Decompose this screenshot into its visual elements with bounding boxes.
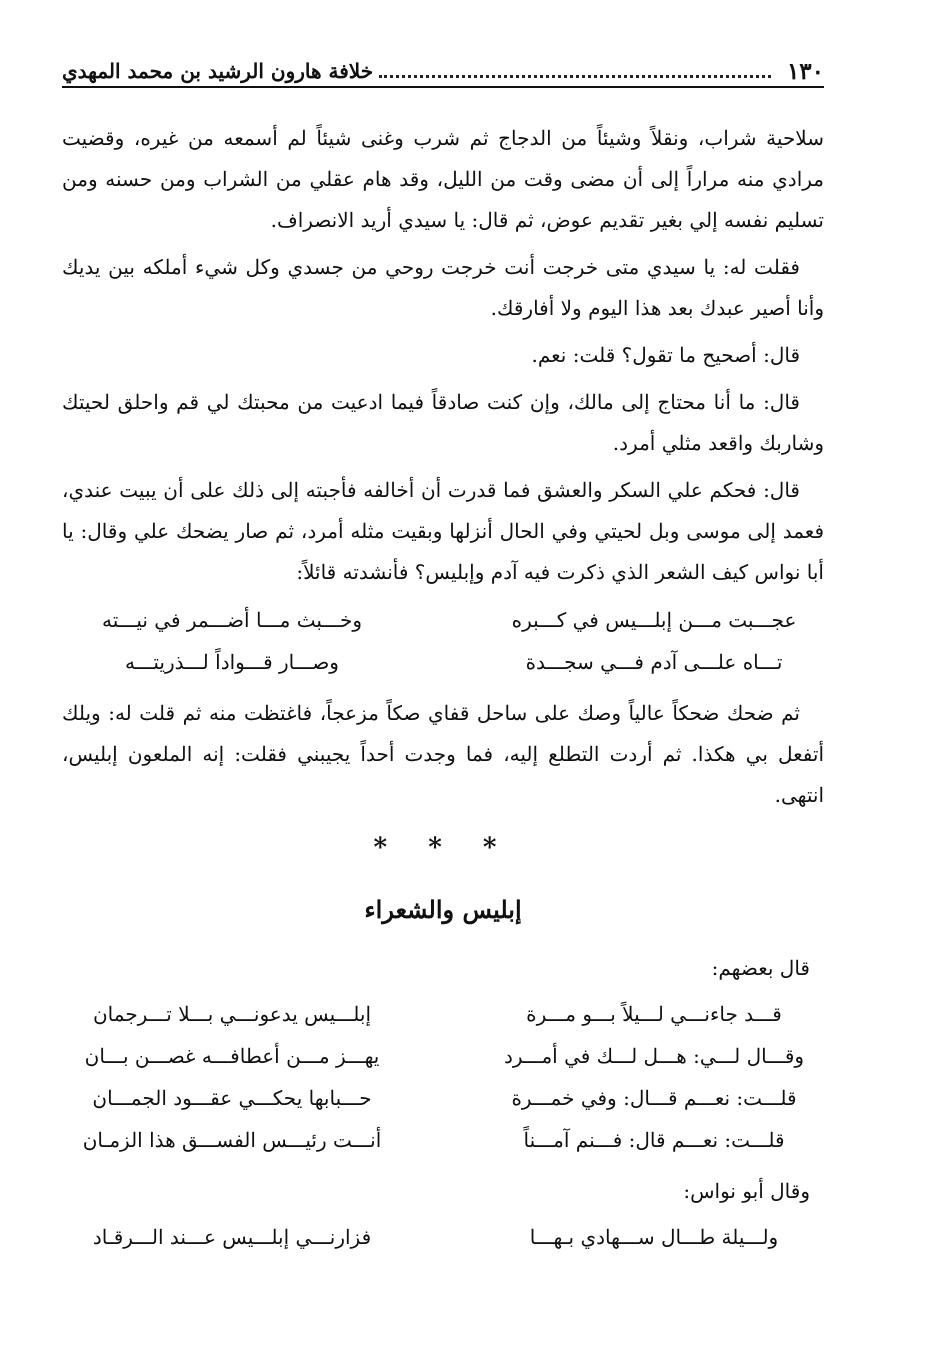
verse-second-hemistich: أنـــت رئيـــس الفســـق هذا الزمـان bbox=[82, 1128, 382, 1152]
poem-intro: قال بعضهم: bbox=[711, 956, 810, 980]
paragraph: قال: أصحيح ما تقول؟ قلت: نعم. bbox=[531, 343, 800, 367]
verse-first-hemistich: قـــد جاءنـــي لـــيلاً بـــو مـــرة bbox=[526, 1002, 782, 1026]
verse-line bbox=[62, 641, 824, 683]
paragraph: قال: فحكم علي السكر والعشق فما قدرت أن أخالفه فأجبته إلى ذلك على أن يبيت عندي، فعمد إلى موسى وبل لحيتي وفي الحال أنزلها وبقيت مثله أمرد، ثم صار يضحك علي وقال: يا أبا نواس كيف الشعر الذي ذكرت فيه آدم وإبليس؟ فأنشدته قائلاً: bbox=[62, 478, 824, 584]
verse-second-hemistich: فزارنـــي إبلـــيس عـــند الـــرقـاد bbox=[92, 1225, 372, 1249]
verse-first-hemistich: تـــاه علـــى آدم فـــي سجـــدة bbox=[525, 650, 783, 674]
verse-first-hemistich: قلـــت: نعـــم قال: فـــنم آمـــناً bbox=[523, 1128, 785, 1152]
verse-first-hemistich: ولـــيلة طـــال ســـهادي بـهـــا bbox=[529, 1225, 779, 1249]
section-separator: * * * bbox=[373, 833, 513, 863]
poem-intro: وقال أبو نواس: bbox=[683, 1179, 810, 1203]
poem-block bbox=[62, 1216, 824, 1258]
paragraph: فقلت له: يا سيدي متى خرجت أنت خرجت روحي من جسدي وكل شيء أملكه بين يديك وأنا أصير عبدك بعد هذا اليوم ولا أفارقك. bbox=[62, 255, 824, 320]
verse-second-hemistich: وصـــار قـــواداً لـــذريتـــه bbox=[125, 650, 339, 674]
verse-line bbox=[62, 993, 824, 1035]
verse-line bbox=[62, 1119, 824, 1161]
paragraph: سلاحية شراب، ونقلاً وشيئاً من الدجاج ثم شرب وغنى شيئاً لم أسمعه من غيره، وقضيت مرادي منه مراراً إلى أن مضى وقت من الليل، وقد هام عقلي من الشراب ومن حسنه ومن تسليم نفسه إلي بغير تقديم عوض، ثم قال: يا سيدي أريد الانصراف. bbox=[62, 126, 824, 232]
poem-block bbox=[62, 993, 824, 1161]
verse-line bbox=[62, 1216, 824, 1258]
poem-block bbox=[62, 599, 824, 683]
verse-first-hemistich: وقـــال لـــي: هـــل لـــك في أمـــرد bbox=[503, 1044, 805, 1068]
verse-second-hemistich: يهـــز مـــن أعطافـــه غصـــن بـــان bbox=[84, 1044, 380, 1068]
page-number: ١٣٠ bbox=[786, 57, 824, 85]
paragraph: قال: ما أنا محتاج إلى مالك، وإن كنت صادقاً فيما ادعيت من محبتك لي قم واحلق لحيتك وشاربك واقعد مثلي أمرد. bbox=[62, 390, 824, 455]
paragraph: ثم ضحك ضحكاً عالياً وصك على ساحل قفاي صكاً مزعجاً، فاغتظت منه ثم قلت له: ويلك أتفعل بي هكذا. ثم أردت التطلع إليه، فما وجدت أحداً يجيبني فقلت: إنه الملعون إبليس، انتهى. bbox=[62, 701, 824, 807]
page-body bbox=[62, 118, 824, 1268]
verse-second-hemistich: حـــبابها يحكـــي عقـــود الجمـــان bbox=[92, 1086, 372, 1110]
verse-line bbox=[62, 1077, 824, 1119]
verse-second-hemistich: إبلـــيس يدعونـــي بـــلا تـــرجمان bbox=[92, 1002, 372, 1026]
header-leader-dots bbox=[379, 75, 771, 78]
verse-line bbox=[62, 1035, 824, 1077]
running-header bbox=[62, 56, 824, 88]
verse-line bbox=[62, 599, 824, 641]
verse-first-hemistich: قلـــت: نعـــم قـــال: وفي خمـــرة bbox=[511, 1086, 797, 1110]
running-title: خلافة هارون الرشيد بن محمد المهدي bbox=[62, 59, 374, 83]
section-title: إبليس والشعراء bbox=[364, 895, 522, 924]
verse-second-hemistich: وخـــبث مـــا أضـــمر في نيـــته bbox=[102, 608, 362, 632]
verse-first-hemistich: عجـــبت مـــن إبلـــيس في كـــبره bbox=[511, 608, 797, 632]
